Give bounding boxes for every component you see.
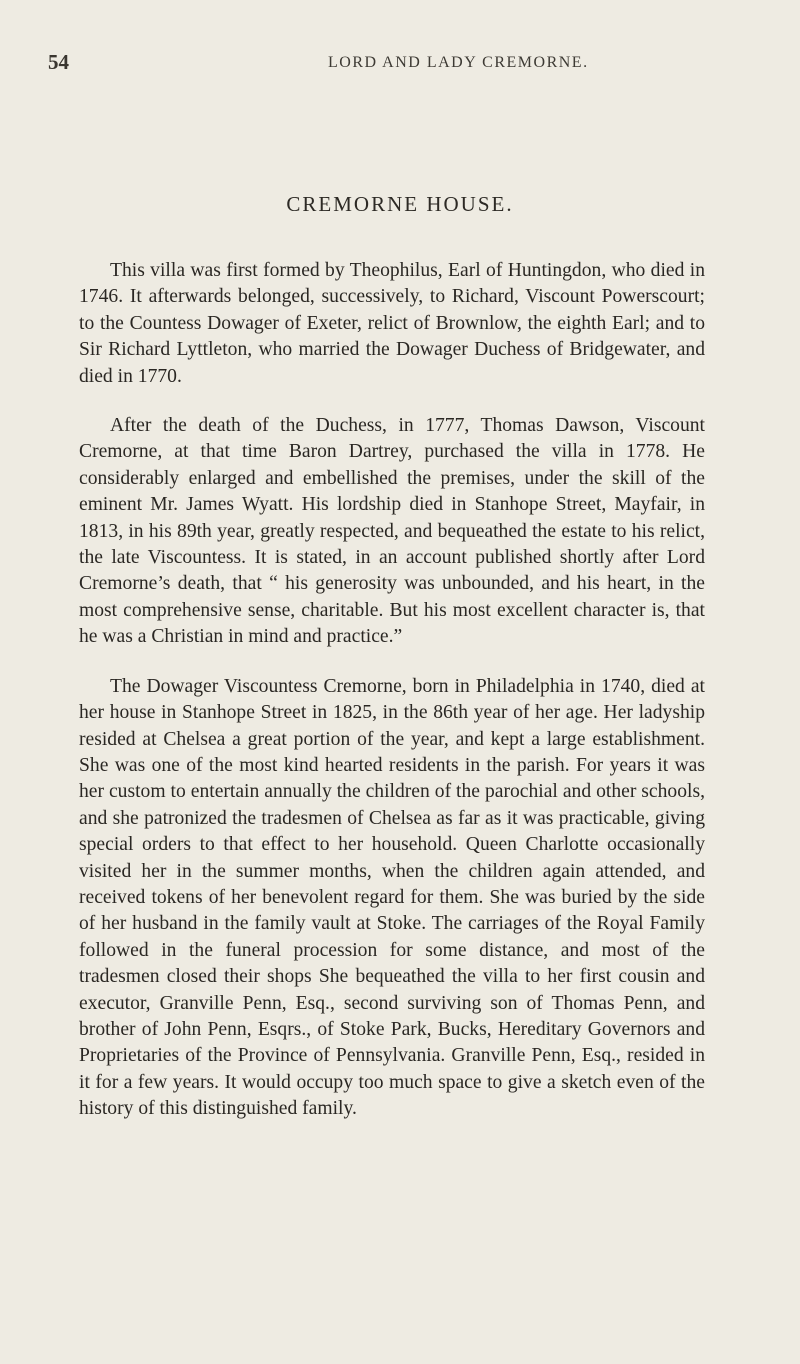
paragraph-villa-history: This villa was first formed by Theophilus, Earl of Huntingdon, who died in 1746. It afterwards belonged, successively, to Richard, Viscount Powerscourt; to the Countess Dowager of Exeter, relict of Brownlow, the eighth Earl; and to Sir Richard Lyttleton, who married the Dowager Duchess of Bridgewater, and died in 1770. [79, 260, 705, 387]
running-header [48, 50, 740, 80]
paragraph-viscount-cremorne: After the death of the Duchess, in 1777, Thomas Dawson, Viscount Cremorne, at that time Baron Dartrey, purchased the villa in 1778. He considerably enlarged and embellished the premises, under the skill of the eminent Mr. James Wyatt. His lordship died in Stanhope Street, Mayfair, in 1813, in his 89th year, greatly respected, and bequeathed the estate to his relict, the late Viscountess. It is stated, in an account published shortly after Lord Cremorne’s death, that “ his generosity was unbounded, and his heart, in the most comprehensive sense, charitable. But his most excellent character is, that he was a Christian in mind and practice.” [79, 415, 705, 648]
paragraph-dowager-viscountess: The Dowager Viscountess Cremorne, born in Philadelphia in 1740, died at her house in Stanhope Street in 1825, in the 86th year of her age. Her ladyship resided at Chelsea a great portion of the year, and kept a large establishment. She was one of the most kind hearted residents in the parish. For years it was her custom to entertain annually the children of the parochial and other schools, and she patronized the tradesmen of Chelsea as far as it was practicable, giving special orders to that effect to her household. Queen Charlotte occasionally visited her in the summer months, when the children again attended, and received tokens of her benevolent regard for them. She was buried by the side of her husband in the family vault at Stoke. The carriages of the Royal Family followed in the funeral procession for some distance, and most of the tradesmen closed their shops She bequeathed the villa to her first cousin and executor, Granville Penn, Esq., second surviving son of Thomas Penn, and brother of John Penn, Esqrs., of Stoke Park, Bucks, Hereditary Governors and Proprietaries of the Province of Pennsylvania. Granville Penn, Esq., resided in it for a few years. It would occupy too much space to give a sketch even of the history of this distinguished family. [79, 675, 705, 1120]
section-title: CREMORNE HOUSE. [286, 192, 514, 216]
body-text [79, 258, 705, 1146]
running-title: LORD AND LADY CREMORNE. [328, 54, 589, 71]
page-number: 54 [48, 50, 69, 74]
